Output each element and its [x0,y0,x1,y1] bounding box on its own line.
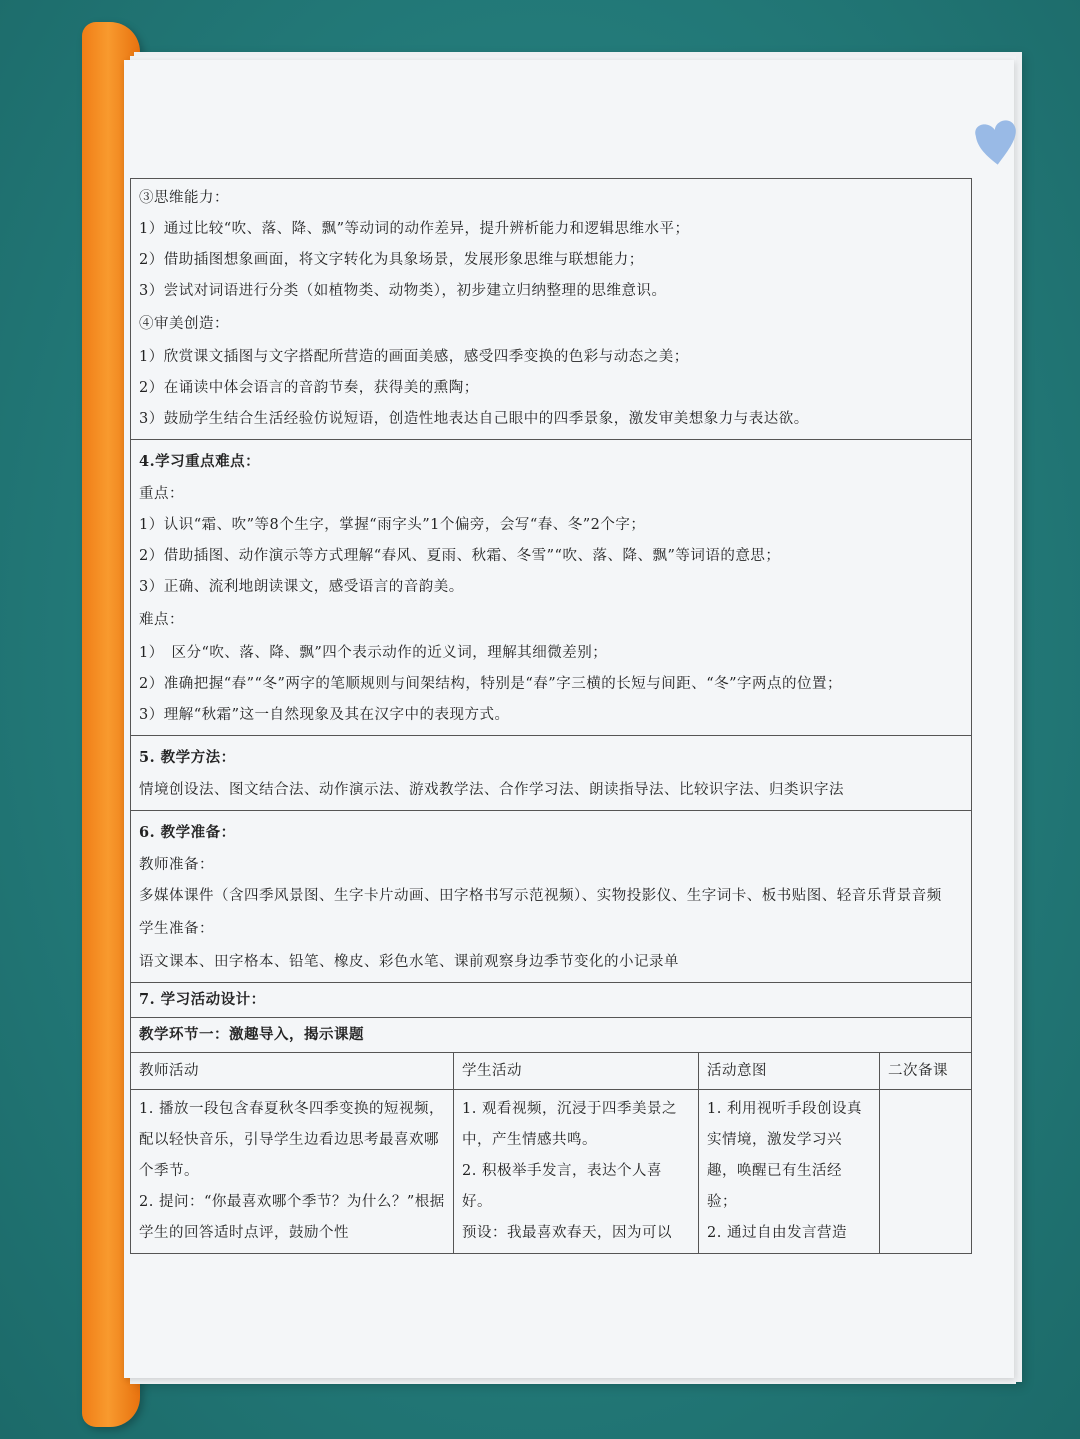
key-item: 2）借助插图、动作演示等方式理解“春风、夏雨、秋霜、冬雪”“吹、落、降、飘”等词语的意思； [139,548,781,564]
prep-cell [131,811,972,983]
aesthetic-item: 1）欣赏课文插图与文字搭配所营造的画面美感，感受四季变换的色彩与动态之美； [139,349,689,365]
lesson-plan-table [130,178,972,1254]
thinking-item: 1）通过比较“吹、落、降、飘”等动词的动作差异，提升辨析能力和逻辑思维水平； [139,221,690,237]
revision-cell [880,1090,972,1254]
student-activity-cell: 1. 观看视频，沉浸于四季美景之中，产生情感共鸣。 2. 积极举手发言，表达个人喜好。 预设：我最喜欢春天，因为可以 [454,1090,699,1254]
key-points-cell [131,440,972,736]
column-header-row [131,1053,972,1090]
key-points-title: 4.学习重点难点： [139,453,261,470]
aesthetic-title: ④审美创造： [139,316,229,332]
stage-title-cell [131,1018,972,1053]
column-header-student: 学生活动 [454,1053,699,1090]
student-prep-label: 学生准备： [139,921,214,937]
activity-title-row [131,983,972,1018]
thinking-item: 3）尝试对词语进行分类（如植物类、动物类），初步建立归纳整理的思维意识。 [139,283,667,299]
thinking-item: 2）借助插图想象画面，将文字转化为具象场景，发展形象思维与联想能力； [139,252,644,268]
intent-cell: 1. 利用视听手段创设真实情境，激发学习兴趣，唤醒已有生活经验； 2. 通过自由发言营造 [699,1090,880,1254]
column-header-intent: 活动意图 [699,1053,880,1090]
key-item: 1）认识“霜、吹”等8个生字，掌握“雨字头”1个偏旁，会写“春、冬”2个字； [139,517,646,533]
aesthetic-item: 3）鼓励学生结合生活经验仿说短语，创造性地表达自己眼中的四季景象，激发审美想象力与表达欲。 [139,411,809,427]
column-header-teacher: 教师活动 [131,1053,454,1090]
prep-row [131,811,972,983]
activity-title-cell [131,983,972,1018]
key-points-row [131,440,972,736]
thinking-title: ③思维能力： [139,190,229,206]
stage-title-row [131,1018,972,1053]
stage-title: 教学环节一：激趣导入，揭示课题 [139,1026,364,1043]
difficult-item: 3）理解“秋霜”这一自然现象及其在汉字中的表现方式。 [139,707,510,723]
key-item: 3）正确、流利地朗读课文，感受语言的音韵美。 [139,579,464,595]
activity-content-row [131,1090,972,1254]
teacher-prep-text: 多媒体课件（含四季风景图、生字卡片动画、田字格书写示范视频）、实物投影仪、生字词卡、板书贴图、轻音乐背景音频 [139,888,942,904]
heart-icon [968,112,1024,168]
aesthetic-item: 2）在诵读中体会语言的音韵节奏，获得美的熏陶； [139,380,479,396]
methods-row [131,736,972,811]
column-header-revision: 二次备课 [880,1053,972,1090]
teacher-prep-label: 教师准备： [139,857,214,873]
competency-section-row [131,179,972,440]
difficult-item: 2）准确把握“春”“冬”两字的笔顺规则与间架结构，特别是“春”字三横的长短与间距、“冬”字两点的位置； [139,676,843,692]
difficult-label: 难点： [139,612,184,628]
methods-cell [131,736,972,811]
difficult-item: 1） 区分“吹、落、降、飘”四个表示动作的近义词，理解其细微差别； [139,645,608,661]
competency-cell [131,179,972,440]
methods-title: 5. 教学方法： [139,749,236,766]
methods-text: 情境创设法、图文结合法、动作演示法、游戏教学法、合作学习法、朗读指导法、比较识字法、归类识字法 [139,782,844,798]
teacher-activity-cell: 1. 播放一段包含春夏秋冬四季变换的短视频，配以轻快音乐，引导学生边看边思考最喜欢哪个季节。 2. 提问：“你最喜欢哪个季节？为什么？”根据学生的回答适时点评，鼓励个性 [131,1090,454,1254]
prep-title: 6. 教学准备： [139,824,236,841]
activity-title: 7. 学习活动设计： [139,991,266,1008]
key-label: 重点： [139,486,184,502]
student-prep-text: 语文课本、田字格本、铅笔、橡皮、彩色水笔、课前观察身边季节变化的小记录单 [139,954,679,970]
